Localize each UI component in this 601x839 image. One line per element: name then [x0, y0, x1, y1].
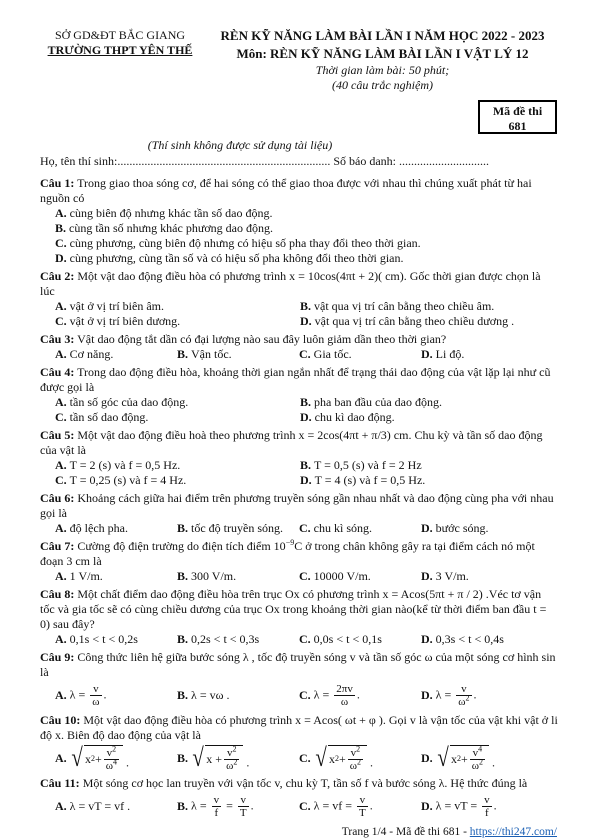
- option-label: B.: [177, 750, 189, 765]
- answer-options: [40, 521, 558, 536]
- fraction: [482, 794, 492, 819]
- answer-option-b[interactable]: [55, 221, 558, 236]
- answer-option-d[interactable]: [421, 743, 543, 773]
- question-stem: [40, 587, 558, 632]
- answer-options: [40, 743, 558, 773]
- answer-option-a[interactable]: [55, 299, 300, 314]
- department-name: SỞ GD&ĐT BẮC GIANG: [54, 28, 186, 42]
- question-count: (40 câu trắc nghiệm): [332, 78, 433, 92]
- option-label: C.: [299, 569, 311, 583]
- question-text: Một vật dao động điều hòa có phương trình x = 10cos(4πt + 2)( cm). Gốc thời gian được chọn là lúc: [40, 269, 541, 298]
- answer-option-d[interactable]: [300, 410, 545, 425]
- option-text: tần số góc của dao động.: [69, 395, 189, 409]
- answer-option-c[interactable]: [299, 521, 421, 536]
- numerator: $v^2$: [224, 747, 239, 760]
- notice: (Thí sinh không được sử dụng tài liệu): [147, 138, 333, 152]
- fraction: [456, 683, 471, 708]
- answer-option-c[interactable]: [55, 410, 300, 425]
- question-label: Câu 4:: [40, 365, 75, 379]
- question-label: Câu 8:: [40, 587, 75, 601]
- question-text: Công thức liên hệ giữa bước sóng λ , tốc độ truyền sóng v và tần số góc ω của một sóng cơ hình sin là: [40, 650, 556, 679]
- question-text: Một vật dao động điều hoà theo phương trình x = 2cos(4πt + π/3) cm. Chu kỳ và tần số dao động của vật là: [40, 428, 543, 457]
- option-label: B.: [300, 299, 312, 313]
- answer-option-c[interactable]: [299, 347, 421, 362]
- option-text: tần số dao động.: [69, 410, 149, 424]
- question: [40, 332, 558, 362]
- question-label: Câu 3:: [40, 332, 75, 346]
- option-text: T = 4 (s) và f = 0,5 Hz.: [314, 473, 426, 487]
- answer-option-d[interactable]: [421, 632, 543, 647]
- option-label: B.: [177, 798, 189, 813]
- option-label: C.: [299, 521, 311, 535]
- option-label: B.: [177, 347, 189, 361]
- exam-title: RÈN KỸ NĂNG LÀM BÀI LẦN I NĂM HỌC 2022 - 2023: [220, 28, 545, 43]
- option-label: A.: [55, 395, 67, 409]
- option-text: λ = vω .: [191, 687, 230, 702]
- square-root: [70, 745, 123, 772]
- option-text: 1 V/m.: [69, 569, 103, 583]
- option-text: √ x + $\frac{v^2}{\omega^2}$ .: [192, 743, 250, 772]
- question-text: Trong giao thoa sóng cơ, để hai sóng có thể giao thoa được với nhau thì chúng xuất phát từ hai nguồn có: [40, 176, 532, 205]
- numerator: v: [238, 794, 249, 807]
- numerator: $v^2$: [348, 747, 363, 760]
- fraction: [357, 794, 368, 819]
- option-label: D.: [421, 521, 433, 535]
- radical-sign: √: [315, 743, 327, 772]
- option-text: λ = $\frac{2\pi v}{\omega}$ .: [313, 682, 360, 708]
- option-label: A.: [55, 569, 67, 583]
- superscript: 2: [465, 692, 470, 702]
- answer-option-d[interactable]: [421, 791, 543, 821]
- answer-options: [40, 458, 558, 488]
- answer-option-b[interactable]: [300, 299, 545, 314]
- footer-text: Trang 1/4 - Mã đề thi 681 -: [341, 826, 470, 838]
- superscript: 2: [356, 756, 361, 766]
- answer-options: [40, 791, 558, 821]
- fraction: [212, 794, 222, 819]
- option-label: C.: [299, 632, 311, 646]
- option-text: √ x 2 + $\frac{v^2}{\omega^2}$ .: [315, 743, 373, 772]
- question: [40, 176, 558, 266]
- footer-link[interactable]: https://thi247.com/: [469, 826, 557, 838]
- option-text: Cơ năng.: [69, 347, 114, 361]
- candidate-info-line: Họ, tên thí sinh:....................................................................... Số báo danh: ..............................: [40, 154, 489, 168]
- answer-option-c[interactable]: [55, 236, 558, 251]
- option-text: 0,3s < t < 0,4s: [435, 632, 504, 646]
- option-label: A.: [55, 299, 67, 313]
- exam-duration: Thời gian làm bài: 50 phút;: [315, 63, 450, 77]
- fraction: [470, 743, 485, 772]
- answer-option-b[interactable]: [300, 395, 545, 410]
- answer-options: [40, 299, 558, 329]
- option-text: T = 0,5 (s) và f = 2 Hz: [314, 458, 422, 472]
- answer-options: [40, 347, 558, 362]
- square-root: [314, 745, 367, 772]
- option-text: λ = $\frac{v}{f}$ = $\frac{v}{T}$ .: [191, 793, 254, 819]
- option-label: D.: [55, 251, 67, 265]
- question-text: Trong dao động điều hòa, khoảng thời gian ngắn nhất để trạng thái dao động của vật lặp lại như cũ được gọi là: [40, 365, 551, 394]
- page-footer: [300, 825, 557, 839]
- numerator: v: [484, 793, 490, 806]
- answer-option-d[interactable]: [421, 680, 543, 710]
- option-text: bước sóng.: [435, 521, 489, 535]
- answer-option-a[interactable]: [55, 791, 177, 821]
- radical-sign: √: [192, 743, 204, 772]
- radicand: x + $\frac{v^2}{\omega^2}$: [205, 745, 243, 772]
- denominator: $\omega^2$: [349, 756, 361, 772]
- question-label: Câu 9:: [40, 650, 75, 664]
- radicand: x 2 + $\frac{v^4}{\omega^2}$: [450, 745, 489, 772]
- answer-option-a[interactable]: [55, 680, 177, 710]
- option-text: vật ở vị trí biên âm.: [69, 299, 164, 313]
- option-label: C.: [299, 798, 311, 813]
- option-text: vật ở vị trí biên dương.: [69, 314, 181, 328]
- option-text: chu kì dao động.: [314, 410, 395, 424]
- answer-option-a[interactable]: [55, 206, 558, 221]
- question-text: Vật dao động tắt dần có đại lượng nào sau đây luôn giảm dần theo thời gian?: [77, 332, 447, 346]
- option-text: T = 2 (s) và f = 0,5 Hz.: [69, 458, 181, 472]
- option-text: 0,2s < t < 0,3s: [191, 632, 260, 646]
- fraction: [224, 743, 239, 772]
- numerator: $v^4$: [470, 747, 485, 760]
- option-text: 3 V/m.: [435, 569, 469, 583]
- option-text: vật qua vị trí cân bằng theo chiều dương .: [314, 314, 515, 328]
- fraction: [348, 743, 363, 772]
- option-label: B.: [177, 569, 189, 583]
- option-label: C.: [55, 410, 67, 424]
- questions: [40, 173, 558, 821]
- fraction: [238, 794, 249, 819]
- answer-option-b[interactable]: [177, 569, 299, 584]
- answer-option-c[interactable]: [299, 569, 421, 584]
- option-text: Gia tốc.: [313, 347, 352, 361]
- option-text: 300 V/m.: [191, 569, 237, 583]
- question-text: Cường độ điện trường do điện tích điểm $10^{-9}C$ ở trong chân không gây ra tại điểm cách nó một đoạn 3 cm là: [40, 538, 535, 568]
- answer-option-c[interactable]: [299, 632, 421, 647]
- fraction: [90, 683, 101, 708]
- option-text: λ = $\frac{v}{\omega^2}$ .: [435, 682, 477, 708]
- radicand: x 2 + $\frac{v^2}{\omega^4}$: [84, 745, 123, 772]
- option-label: A.: [55, 798, 67, 813]
- answer-option-d[interactable]: [55, 251, 558, 266]
- question-label: Câu 10:: [40, 713, 81, 727]
- option-label: B.: [177, 687, 189, 702]
- radical-sign: √: [71, 743, 83, 772]
- numerator: v: [357, 794, 368, 807]
- option-text: 0,1s < t < 0,2s: [69, 632, 138, 646]
- option-label: D.: [300, 314, 312, 328]
- option-text: cùng phương, cùng biên độ nhưng có hiệu số pha thay đổi theo thời gian.: [69, 236, 421, 250]
- option-label: C.: [55, 473, 67, 487]
- option-label: A.: [55, 458, 67, 472]
- question: [40, 539, 558, 584]
- answer-option-a[interactable]: [55, 458, 300, 473]
- question-text: Một chất điểm dao động điều hòa trên trục Ox có phương trình x = Acos(5πt + π / 2) .Véc tơ vận tốc và gia tốc sẽ có cùng chiều dương của trục Ox trong khoảng thời gian nào(kể từ thời điểm ban đầu t = 0) sau đây?: [40, 587, 547, 631]
- superscript: 2: [478, 756, 483, 766]
- option-text: pha ban đầu của dao động.: [314, 395, 442, 409]
- question-stem: [40, 539, 558, 569]
- answer-option-d[interactable]: [300, 314, 545, 329]
- denominator: $\omega^4$: [105, 756, 117, 772]
- option-label: D.: [421, 687, 433, 702]
- denominator: f: [485, 806, 489, 819]
- question-stem: [40, 365, 558, 395]
- fraction: [104, 743, 119, 772]
- question-stem: [40, 776, 558, 791]
- option-label: D.: [421, 798, 433, 813]
- denominator: ω: [92, 695, 100, 708]
- exam-code: 681: [508, 119, 527, 133]
- question-label: Câu 11:: [40, 776, 80, 790]
- numerator: v: [213, 793, 220, 806]
- answer-option-b[interactable]: [177, 521, 299, 536]
- option-label: A.: [55, 687, 67, 702]
- superscript: −9: [285, 538, 295, 547]
- option-text: √ x 2 + $\frac{v^4}{\omega^2}$ .: [437, 743, 495, 772]
- answer-options: [40, 569, 558, 584]
- question-stem: [40, 491, 558, 521]
- option-label: A.: [55, 521, 67, 535]
- school-name: TRƯỜNG THPT YÊN THẾ: [47, 43, 193, 57]
- answer-option-a[interactable]: [55, 347, 177, 362]
- question: [40, 491, 558, 536]
- exam-code-label: Mã đề thi: [492, 104, 543, 118]
- denominator: $\omega^2$: [226, 756, 238, 772]
- option-label: D.: [300, 473, 312, 487]
- option-label: A.: [55, 632, 67, 646]
- numerator: v: [90, 683, 101, 696]
- answer-options: [40, 206, 558, 266]
- option-text: chu kì sóng.: [313, 521, 373, 535]
- answer-option-d[interactable]: [421, 521, 543, 536]
- answer-option-d[interactable]: [421, 347, 543, 362]
- option-text: T = 0,25 (s) và f = 4 Hz.: [69, 473, 187, 487]
- question: [40, 428, 558, 488]
- answer-option-b[interactable]: [177, 743, 299, 773]
- option-text: λ = vf = $\frac{v}{T}$ .: [313, 793, 373, 819]
- question-stem: [40, 269, 558, 299]
- option-label: B.: [300, 458, 312, 472]
- option-label: C.: [55, 236, 67, 250]
- question-stem: [40, 332, 558, 347]
- answer-options: [40, 632, 558, 647]
- question: [40, 650, 558, 710]
- option-text: √ x 2 + $\frac{v^2}{\omega^4}$ .: [71, 743, 129, 772]
- question-stem: [40, 713, 558, 743]
- question: [40, 713, 558, 773]
- option-text: độ lệch pha.: [69, 521, 128, 535]
- question-label: Câu 7:: [40, 539, 75, 553]
- option-label: D.: [421, 632, 433, 646]
- superscript: 2: [233, 756, 238, 766]
- option-label: D.: [421, 347, 433, 361]
- option-text: 0,0s < t < 0,1s: [313, 632, 382, 646]
- answer-option-b[interactable]: [177, 347, 299, 362]
- answer-option-b[interactable]: [177, 632, 299, 647]
- question: [40, 365, 558, 425]
- option-label: A.: [55, 206, 67, 220]
- option-text: vật qua vị trí cân bằng theo chiều âm.: [314, 299, 495, 313]
- header-left: [40, 28, 200, 58]
- option-text: Li độ.: [435, 347, 465, 361]
- option-text: 10000 V/m.: [313, 569, 371, 583]
- question-stem: [40, 650, 558, 680]
- superscript: 2: [356, 743, 361, 753]
- denominator: ω: [340, 695, 349, 708]
- option-text: cùng tần số nhưng khác phương dao động.: [69, 221, 274, 235]
- answer-option-a[interactable]: [55, 395, 300, 410]
- answer-options: [40, 680, 558, 710]
- option-text: λ = vT = vf .: [69, 798, 131, 813]
- question: [40, 269, 558, 329]
- radical-sign: √: [437, 743, 449, 772]
- answer-option-b[interactable]: [177, 791, 299, 821]
- option-text: tốc độ truyền sóng.: [191, 521, 284, 535]
- option-label: A.: [55, 750, 67, 765]
- answer-option-c[interactable]: [299, 743, 421, 773]
- exam-code-box: [478, 100, 557, 134]
- option-label: B.: [177, 632, 189, 646]
- option-label: C.: [299, 347, 311, 361]
- question-label: Câu 5:: [40, 428, 75, 442]
- square-root: [191, 745, 243, 772]
- superscript: 2: [232, 743, 237, 753]
- answer-options: [40, 395, 558, 425]
- option-label: C.: [299, 687, 311, 702]
- answer-option-b[interactable]: [177, 680, 299, 710]
- answer-option-d[interactable]: [421, 569, 543, 584]
- option-label: A.: [55, 347, 67, 361]
- superscript: 4: [478, 743, 483, 753]
- answer-option-d[interactable]: [300, 473, 545, 488]
- option-label: D.: [421, 750, 433, 765]
- question-text: Một vật dao động điều hòa có phương trình x = Acos( ωt + φ ). Gọi v là vận tốc của vật khi vật ở li độ x. Biên độ dao động của vật là: [40, 713, 558, 742]
- option-label: C.: [299, 750, 311, 765]
- answer-option-c[interactable]: [299, 680, 421, 710]
- answer-option-a[interactable]: [55, 632, 177, 647]
- header-right: [185, 27, 580, 93]
- question-label: Câu 2:: [40, 269, 75, 283]
- denominator: f: [214, 806, 219, 819]
- numerator: 2πv: [336, 682, 353, 695]
- radicand: x 2 + $\frac{v^2}{\omega^2}$: [328, 745, 367, 772]
- question-label: Câu 6:: [40, 491, 75, 505]
- option-label: C.: [55, 314, 67, 328]
- option-label: B.: [55, 221, 67, 235]
- denominator: T: [239, 806, 247, 819]
- exam-subject: Môn: RÈN KỸ NĂNG LÀM BÀI LẦN I VẬT LÝ 12: [236, 46, 529, 61]
- fraction: [334, 683, 355, 708]
- question-text: Một sóng cơ học lan truyền với vận tốc v, chu kỳ T, tần số f và bước sóng λ. Hệ thức đúng là: [82, 776, 528, 790]
- option-text: λ = $\frac{v}{\omega}$ .: [69, 682, 107, 708]
- option-text: λ = vT = $\frac{v}{f}$ .: [435, 793, 497, 819]
- superscript: 2: [112, 743, 117, 753]
- answer-option-c[interactable]: [55, 473, 300, 488]
- answer-option-c[interactable]: [299, 791, 421, 821]
- question-stem: [40, 428, 558, 458]
- denominator: T: [359, 806, 366, 819]
- answer-option-a[interactable]: [55, 521, 177, 536]
- answer-option-c[interactable]: [55, 314, 300, 329]
- numerator: $v^2$: [104, 747, 119, 760]
- numerator: v: [456, 683, 471, 696]
- option-label: B.: [177, 521, 189, 535]
- square-root: [436, 745, 489, 772]
- option-text: cùng biên độ nhưng khác tần số dao động.: [69, 206, 273, 220]
- option-text: cùng phương, cùng tần số và có hiệu số pha không đổi theo thời gian.: [69, 251, 404, 265]
- answer-option-a[interactable]: [55, 743, 177, 773]
- option-label: D.: [300, 410, 312, 424]
- denominator: $\omega^2$: [471, 756, 483, 772]
- question-stem: [40, 176, 558, 206]
- superscript: 4: [112, 756, 117, 766]
- question-text: Khoảng cách giữa hai điểm trên phương truyền sóng gần nhau nhất và dao động cùng pha với nhau gọi là: [40, 491, 554, 520]
- denominator: $\omega^2$: [458, 692, 470, 708]
- question: [40, 776, 558, 821]
- question-label: Câu 1:: [40, 176, 75, 190]
- answer-option-b[interactable]: [300, 458, 545, 473]
- answer-option-a[interactable]: [55, 569, 177, 584]
- option-text: Vận tốc.: [191, 347, 232, 361]
- option-label: D.: [421, 569, 433, 583]
- option-label: B.: [300, 395, 312, 409]
- question: [40, 587, 558, 647]
